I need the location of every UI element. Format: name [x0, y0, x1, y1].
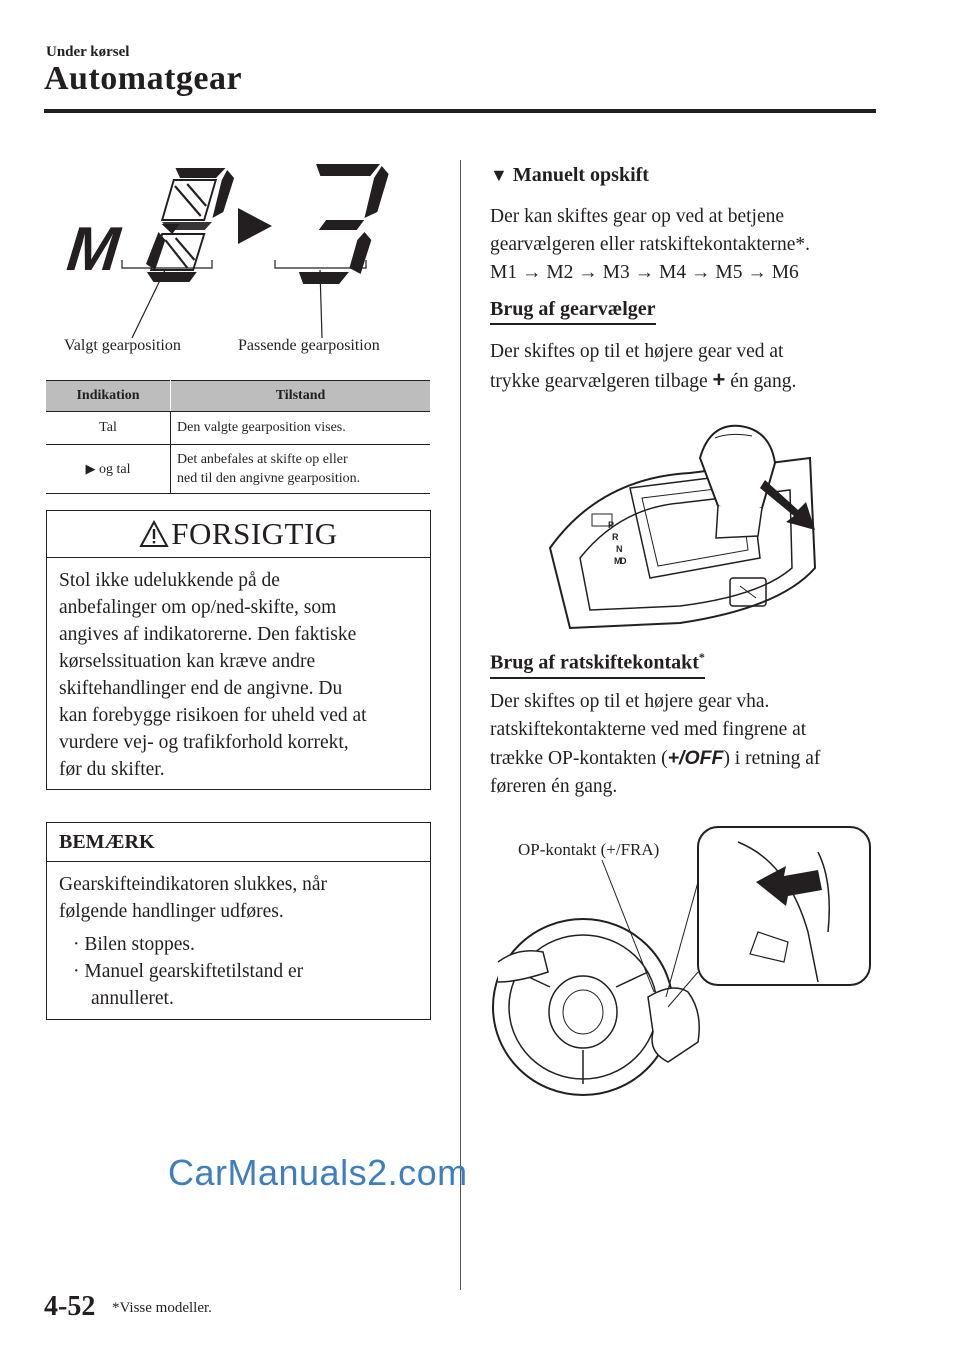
- note-bullet: annulleret.: [91, 988, 174, 1009]
- indication-table: [46, 380, 430, 494]
- body-line: føreren én gang.: [490, 776, 618, 797]
- gear-display-figure: [60, 150, 440, 360]
- selector-label: N: [616, 544, 623, 554]
- body-line: Der skiftes op til et højere gear vha.: [490, 691, 770, 712]
- plus-off-icon: +/OFF: [667, 747, 724, 769]
- selector-label: D: [620, 556, 627, 566]
- header-rule: [44, 109, 876, 113]
- arrow-icon: [238, 208, 272, 244]
- subheading-paddle: Brug af ratskiftekontakt: [490, 651, 699, 674]
- table-cell: Den valgte gearposition vises.: [171, 412, 431, 445]
- digit-3-icon: [297, 164, 390, 284]
- caution-line: anbefalinger om op/ned-skifte, som: [59, 597, 337, 618]
- caution-line: kørselssituation kan kræve andre: [59, 651, 316, 672]
- caution-box: [46, 510, 431, 790]
- section-heading: Manuelt opskift: [512, 164, 649, 186]
- body-line: trykke gearvælgeren tilbage: [490, 371, 708, 392]
- table-cell: ned til den angivne gearposition.: [177, 471, 361, 486]
- play-arrow-icon: ▶: [85, 460, 96, 476]
- section-label: Under kørsel: [46, 44, 130, 60]
- table-row: [46, 412, 430, 445]
- body-line: gearvælgeren eller ratskiftekontakterne*.: [490, 234, 810, 255]
- note-box: [46, 822, 431, 1020]
- paddle-label: OP-kontakt (+/FRA): [518, 840, 660, 859]
- table-cell: Det anbefales at skifte op eller: [177, 452, 348, 467]
- body-line: Der skiftes op til et højere gear ved at: [490, 341, 784, 362]
- body-line: Der kan skiftes gear op ved at betjene: [490, 206, 785, 227]
- caution-line: vurdere vej- og trafikforhold korrekt,: [59, 732, 349, 753]
- asterisk: *: [698, 650, 705, 664]
- triangle-down-icon: ▼: [490, 165, 508, 185]
- page-number: 4-52: [44, 1291, 96, 1322]
- body-line: ratskiftekontakterne ved med fingrene at: [490, 719, 807, 740]
- body-line: én gang.: [730, 371, 797, 392]
- plus-icon: +: [712, 367, 726, 392]
- caution-line: skiftehandlinger end de angivne. Du: [59, 678, 343, 699]
- table-header: Tilstand: [171, 381, 431, 412]
- selector-label: M: [614, 556, 622, 566]
- subheading-selector: Brug af gearvælger: [490, 298, 656, 325]
- watermark: CarManuals2.com: [168, 1152, 468, 1193]
- caption-recommended: Passende gearposition: [238, 337, 380, 354]
- column-divider: [460, 160, 461, 1290]
- steering-paddle-illustration: [488, 822, 888, 1112]
- table-cell: og tal: [99, 461, 131, 477]
- gear-letter: M: [63, 215, 123, 284]
- body-line: ) i retning af: [723, 748, 821, 769]
- bullet-icon: ·: [73, 934, 80, 955]
- caution-line: kan forebygge risikoen for uheld ved at: [59, 705, 367, 726]
- body-line: trække OP-kontakten (: [490, 748, 668, 769]
- caution-heading: FORSIGTIG: [171, 516, 338, 551]
- arrow-back-icon: [760, 480, 815, 530]
- footnote: *Visse modeller.: [112, 1300, 212, 1316]
- table-header: Indikation: [46, 381, 171, 412]
- note-line: Gearskifteindikatoren slukkes, når: [59, 874, 328, 895]
- selector-label: P: [608, 520, 615, 530]
- caution-line: angives af indikatorerne. Den faktiske: [59, 624, 357, 645]
- gear-selector-illustration: [540, 418, 830, 633]
- table-row: [46, 445, 430, 494]
- caution-line: før du skifter.: [59, 759, 165, 780]
- note-bullet: Bilen stoppes.: [84, 934, 195, 955]
- warning-icon: [139, 520, 169, 548]
- selector-label: R: [612, 532, 619, 542]
- note-bullet: Manuel gearskiftetilstand er: [84, 961, 304, 982]
- table-cell: Tal: [46, 412, 171, 445]
- note-line: følgende handlinger udføres.: [59, 901, 284, 922]
- page-title: Automatgear: [44, 60, 243, 97]
- note-heading: BEMÆRK: [47, 823, 430, 862]
- bullet-icon: ·: [73, 961, 80, 982]
- body-line: M1 → M2 → M3 → M4 → M5 → M6: [490, 262, 799, 283]
- caution-line: Stol ikke udelukkende på de: [59, 570, 280, 591]
- caption-selected: Valgt gearposition: [64, 337, 181, 354]
